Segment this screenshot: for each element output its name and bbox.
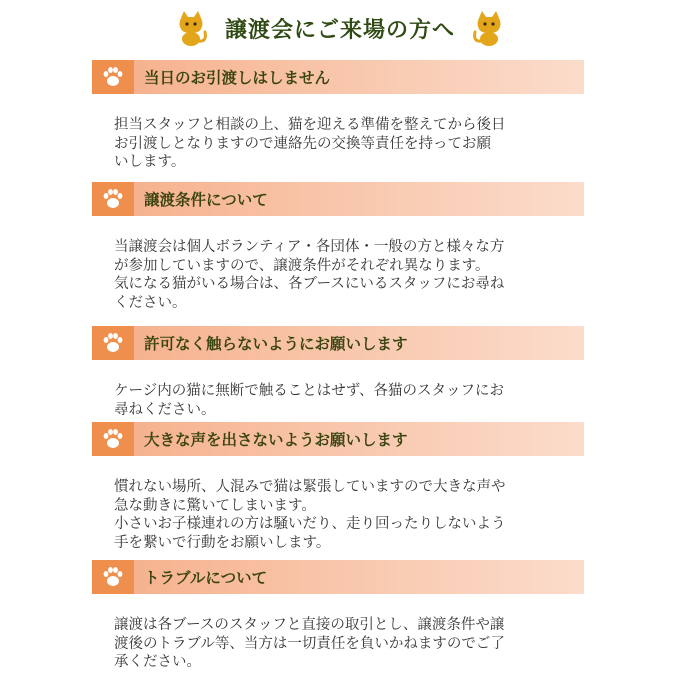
body-line: が参加していますので、譲渡条件がそれぞれ異なります。 [114, 257, 490, 274]
section-transfer-conditions [92, 182, 584, 312]
body-line: ください。 [114, 294, 187, 311]
body-line: 慣れない場所、人混みで猫は緊張していますので大きな声や [114, 479, 506, 495]
paw-icon [92, 182, 134, 216]
title-row [0, 6, 680, 50]
cat-icon [469, 8, 509, 48]
section-body [92, 478, 580, 552]
paw-icon [92, 60, 134, 94]
section-body [92, 238, 580, 312]
section-body [92, 616, 580, 672]
paw-icon [92, 326, 134, 360]
page-title: 譲渡会にご来場の方へ [224, 17, 455, 43]
section-trouble [92, 560, 584, 672]
body-line: 譲渡は各ブースのスタッフと直接の取引とし、譲渡条件や譲 [114, 617, 505, 633]
body-line: 手を繋いで行動をお願いします。 [114, 534, 331, 551]
section-header [92, 422, 584, 456]
body-line: ケージ内の猫に無断で触ることはせず、各猫のスタッフにお [114, 383, 505, 399]
cat-icon [171, 8, 211, 48]
body-line: 当譲渡会は個人ボランティア・各団体・一般の方と様々な方 [114, 239, 505, 255]
section-no-touching [92, 326, 584, 419]
section-heading: トラブルについて [144, 569, 268, 587]
section-header [92, 182, 584, 216]
section-header [92, 326, 584, 360]
body-line: お引渡しとなりますので連絡先の交換等責任を持ってお願 [114, 135, 491, 152]
section-body [92, 116, 580, 172]
section-heading: 大きな声を出さないようお願いします [144, 431, 408, 449]
section-heading: 許可なく触らないようにお願いします [144, 335, 408, 353]
section-body [92, 382, 580, 419]
paw-icon [92, 560, 134, 594]
body-line: 渡後のトラブル等、当方は一切責任を負いかねますのでご了 [114, 635, 505, 652]
section-heading: 当日のお引渡しはしません [144, 69, 331, 87]
paw-icon [92, 422, 134, 456]
body-line: 気になる猫がいる場合は、各ブースにいるスタッフにお尋ね [114, 276, 505, 292]
body-line: 承ください。 [114, 654, 201, 670]
section-heading: 譲渡条件について [144, 191, 268, 209]
section-header [92, 560, 584, 594]
body-line: 急な動きに驚いてしまいます。 [114, 497, 316, 514]
body-line: 担当スタッフと相談の上、猫を迎える準備を整えてから後日 [114, 117, 506, 133]
body-line: いします。 [114, 154, 186, 170]
section-header [92, 60, 584, 94]
body-line: 小さいお子様連れの方は騒いだり、走り回ったりしないよう [114, 516, 506, 532]
section-no-loud-voices [92, 422, 584, 552]
section-same-day-handover [92, 60, 584, 172]
body-line: 尋ねください。 [114, 401, 216, 418]
